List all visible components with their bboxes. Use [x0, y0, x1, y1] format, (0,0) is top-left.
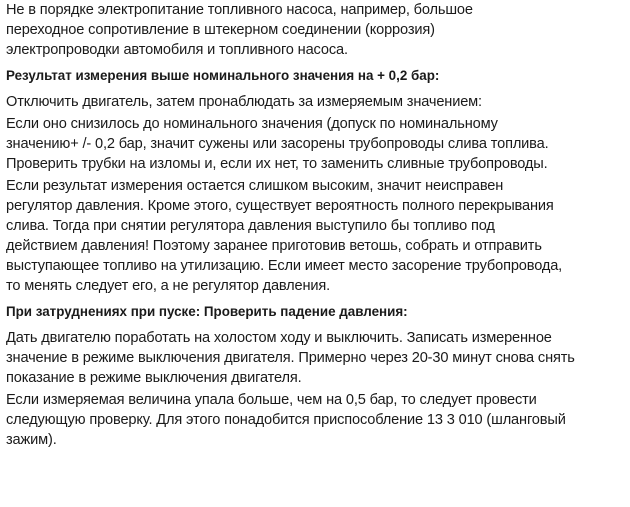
text-line: Не в порядке электропитание топливного насоса, например, большое — [6, 2, 473, 18]
heading-starting-difficulties — [6, 302, 626, 322]
text-line: выступающее топливо на утилизацию. Если имеет место засорение трубопровода, — [6, 258, 563, 274]
text-line: переходное сопротивление в штекерном соединении (коррозия) — [6, 22, 435, 38]
text-line: то менять следует его, а не регулятор давления. — [6, 278, 331, 294]
text-line: слива. Тогда при снятии регулятора давления выступило бы топливо под — [6, 218, 495, 234]
text-line: Если измеряемая величина упала больше, чем на 0,5 бар, то следует провести — [6, 392, 537, 408]
heading-text: При затруднениях при пуске: Проверить падение давления: — [6, 304, 408, 319]
paragraph-pressure-drop-check — [6, 390, 626, 450]
text-line: действием давления! Поэтому заранее приготовив ветошь, собрать и отправить — [6, 238, 542, 254]
paragraph-fuel-pump-power — [6, 0, 626, 60]
text-line: электропроводки автомобиля и топливного насоса. — [6, 42, 348, 58]
text-line: Проверить трубки на изломы и, если их нет, то заменить сливные трубопроводы. — [6, 156, 548, 172]
text-line: зажим). — [6, 432, 57, 448]
heading-above-nominal — [6, 66, 626, 86]
heading-text: Результат измерения выше номинального значения на + 0,2 бар: — [6, 68, 440, 83]
text-line: следующую проверку. Для этого понадобится приспособление 13 3 010 (шланговый — [6, 412, 566, 428]
text-line: Если результат измерения остается слишком высоким, значит неисправен — [6, 178, 504, 194]
text-line: значению+ /- 0,2 бар, значит сужены или засорены трубопроводы слива топлива. — [6, 136, 549, 152]
text-line: Отключить двигатель, затем пронаблюдать за измеряемым значением: — [6, 94, 482, 110]
paragraph-pressure-regulator-faulty — [6, 176, 626, 296]
text-line: показание в режиме выключения двигателя. — [6, 370, 302, 386]
paragraph-drain-lines-narrowed — [6, 114, 626, 174]
paragraph-idle-and-record — [6, 328, 626, 388]
text-line: Если оно снизилось до номинального значения (допуск по номинальному — [6, 116, 498, 132]
paragraph-turn-off-engine — [6, 92, 626, 112]
text-line: значение в режиме выключения двигателя. Примерно через 20-30 минут снова снять — [6, 350, 575, 366]
document-body — [6, 0, 626, 450]
text-line: Дать двигателю поработать на холостом ходу и выключить. Записать измеренное — [6, 330, 552, 346]
text-line: регулятор давления. Кроме этого, существует вероятность полного перекрывания — [6, 198, 554, 214]
